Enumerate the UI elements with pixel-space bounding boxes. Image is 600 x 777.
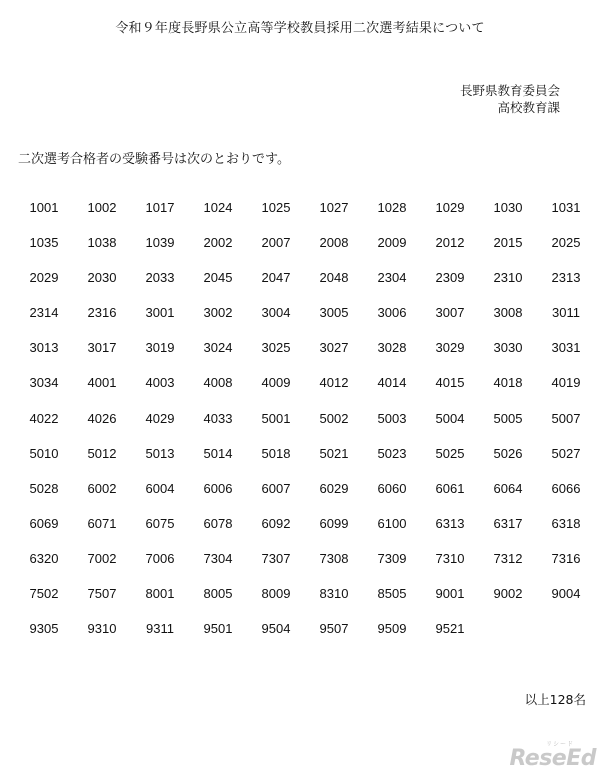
exam-number: 2314 [29,305,59,321]
exam-number: 1017 [145,200,175,215]
exam-number: 7002 [87,550,117,566]
exam-number: 3027 [319,340,349,356]
exam-number: 5027 [551,445,581,461]
exam-number: 4012 [319,375,349,391]
exam-number: 5002 [319,410,349,426]
exam-number: 6064 [493,480,523,496]
exam-number: 3008 [493,305,523,321]
exam-number: 6006 [203,480,233,496]
exam-number: 7312 [493,550,523,566]
exam-number: 9004 [551,586,581,602]
exam-number: 4029 [145,410,175,426]
exam-number: 1025 [261,200,291,215]
exam-number: 2047 [261,270,291,286]
exam-number: 6007 [261,480,291,496]
exam-number: 9509 [377,621,407,637]
exam-number: 3029 [435,340,465,356]
exam-number: 5005 [493,410,523,426]
exam-number: 6318 [551,515,581,531]
exam-number: 3019 [145,340,175,356]
exam-number: 8310 [319,586,349,602]
exam-number: 6100 [377,515,407,531]
exam-number: 8005 [203,586,233,602]
exam-number: 5018 [261,445,291,461]
exam-number: 3024 [203,340,233,356]
exam-number: 5003 [377,410,407,426]
exam-number: 3030 [493,340,523,356]
exam-number: 1038 [87,235,117,251]
exam-number: 6071 [87,515,117,531]
exam-number: 7006 [145,550,175,566]
exam-number: 4001 [87,375,117,391]
exam-number: 6075 [145,515,175,531]
exam-number: 2309 [435,270,465,286]
exam-number: 5014 [203,445,233,461]
exam-number: 9311 [146,621,174,637]
exam-number: 2313 [551,270,581,286]
exam-number: 5021 [319,445,349,461]
exam-number: 3011 [552,305,580,321]
exam-number: 9310 [87,621,117,637]
exam-number: 2048 [319,270,349,286]
exam-number: 7307 [261,550,291,566]
exam-number: 6313 [435,515,465,531]
exam-number: 2310 [493,270,523,286]
exam-number: 2015 [493,235,523,251]
exam-number: 6002 [87,480,117,496]
exam-number: 4019 [551,375,581,391]
exam-number: 9501 [203,621,233,637]
exam-number: 2030 [87,270,117,286]
exam-number: 5023 [377,445,407,461]
exam-number: 1027 [319,200,349,215]
exam-number: 8001 [145,586,175,602]
exam-number: 5004 [435,410,465,426]
exam-number: 3034 [29,375,59,391]
exam-number: 3007 [435,305,465,321]
exam-number: 8505 [377,586,407,602]
exam-number: 6317 [493,515,523,531]
watermark-text: ReseEd [509,746,596,771]
exam-number: 3025 [261,340,291,356]
exam-number: 4018 [493,375,523,391]
exam-number: 2033 [145,270,175,286]
exam-number: 5010 [29,445,59,461]
exam-number: 2045 [203,270,233,286]
exam-number: 6078 [203,515,233,531]
exam-number: 3005 [319,305,349,321]
exam-number: 6061 [435,480,465,496]
exam-number: 7507 [87,586,117,602]
exam-number: 7304 [203,550,233,566]
exam-number: 2009 [377,235,407,251]
exam-number: 5013 [145,445,175,461]
exam-number: 4009 [261,375,291,391]
exam-number: 9002 [493,586,523,602]
exam-number: 9001 [435,586,465,602]
exam-number: 3002 [203,305,233,321]
exam-number: 6320 [29,550,59,566]
exam-number: 4026 [87,410,117,426]
exam-number: 2025 [551,235,581,251]
exam-number: 2008 [319,235,349,251]
exam-number: 6069 [29,515,59,531]
exam-number: 2002 [203,235,233,251]
intro-text: 二次選考合格者の受験番号は次のとおりです。 [18,152,290,167]
exam-number: 5026 [493,445,523,461]
exam-number: 3028 [377,340,407,356]
exam-number: 1028 [377,200,407,215]
exam-number: 2316 [87,305,117,321]
exam-number: 9507 [319,621,349,637]
total-count: 以上128名 [524,692,586,707]
exam-number: 7502 [29,586,59,602]
exam-number: 4022 [29,410,59,426]
exam-number: 5001 [261,410,291,426]
exam-number: 2007 [261,235,291,251]
resed-watermark-logo [504,741,596,771]
exam-number: 1035 [29,235,59,251]
exam-number: 1029 [435,200,465,215]
exam-number: 6066 [551,480,581,496]
exam-number: 5025 [435,445,465,461]
exam-number: 2012 [435,235,465,251]
exam-number: 3031 [551,340,581,356]
issuer-block [460,82,560,116]
exam-number: 6099 [319,515,349,531]
exam-number: 1002 [87,200,117,215]
exam-number: 7310 [435,550,465,566]
exam-number: 3017 [87,340,117,356]
exam-number: 4008 [203,375,233,391]
document-title: 令和９年度長野県公立高等学校教員採用二次選考結果について [115,21,485,36]
exam-number: 5007 [551,410,581,426]
exam-number: 9305 [29,621,59,637]
exam-number: 7308 [319,550,349,566]
exam-number: 3001 [145,305,175,321]
exam-number: 7316 [551,550,581,566]
exam-number: 2029 [29,270,59,286]
exam-number: 5012 [87,445,117,461]
exam-number: 4033 [203,410,233,426]
exam-number: 2304 [377,270,407,286]
exam-number: 3004 [261,305,291,321]
exam-number: 4015 [435,375,465,391]
exam-number: 8009 [261,586,291,602]
exam-number: 6029 [319,480,349,496]
watermark-ruby: リシード [545,741,574,748]
exam-number-grid [15,199,595,655]
exam-number: 6004 [145,480,175,496]
exam-number: 1039 [145,235,175,251]
exam-number: 1031 [551,200,581,215]
exam-number: 9521 [435,621,465,637]
exam-number: 6060 [377,480,407,496]
exam-number: 5028 [29,480,59,496]
issuer-department: 高校教育課 [497,100,560,115]
exam-number: 7309 [377,550,407,566]
exam-number: 6092 [261,515,291,531]
exam-number: 1001 [29,200,59,215]
exam-number: 4014 [377,375,407,391]
exam-number: 1024 [203,200,233,215]
exam-number: 3013 [29,340,59,356]
exam-number: 9504 [261,621,291,637]
issuer-organization: 長野県教育委員会 [459,83,560,98]
exam-number: 1030 [493,200,523,215]
exam-number: 3006 [377,305,407,321]
exam-number: 4003 [145,375,175,391]
